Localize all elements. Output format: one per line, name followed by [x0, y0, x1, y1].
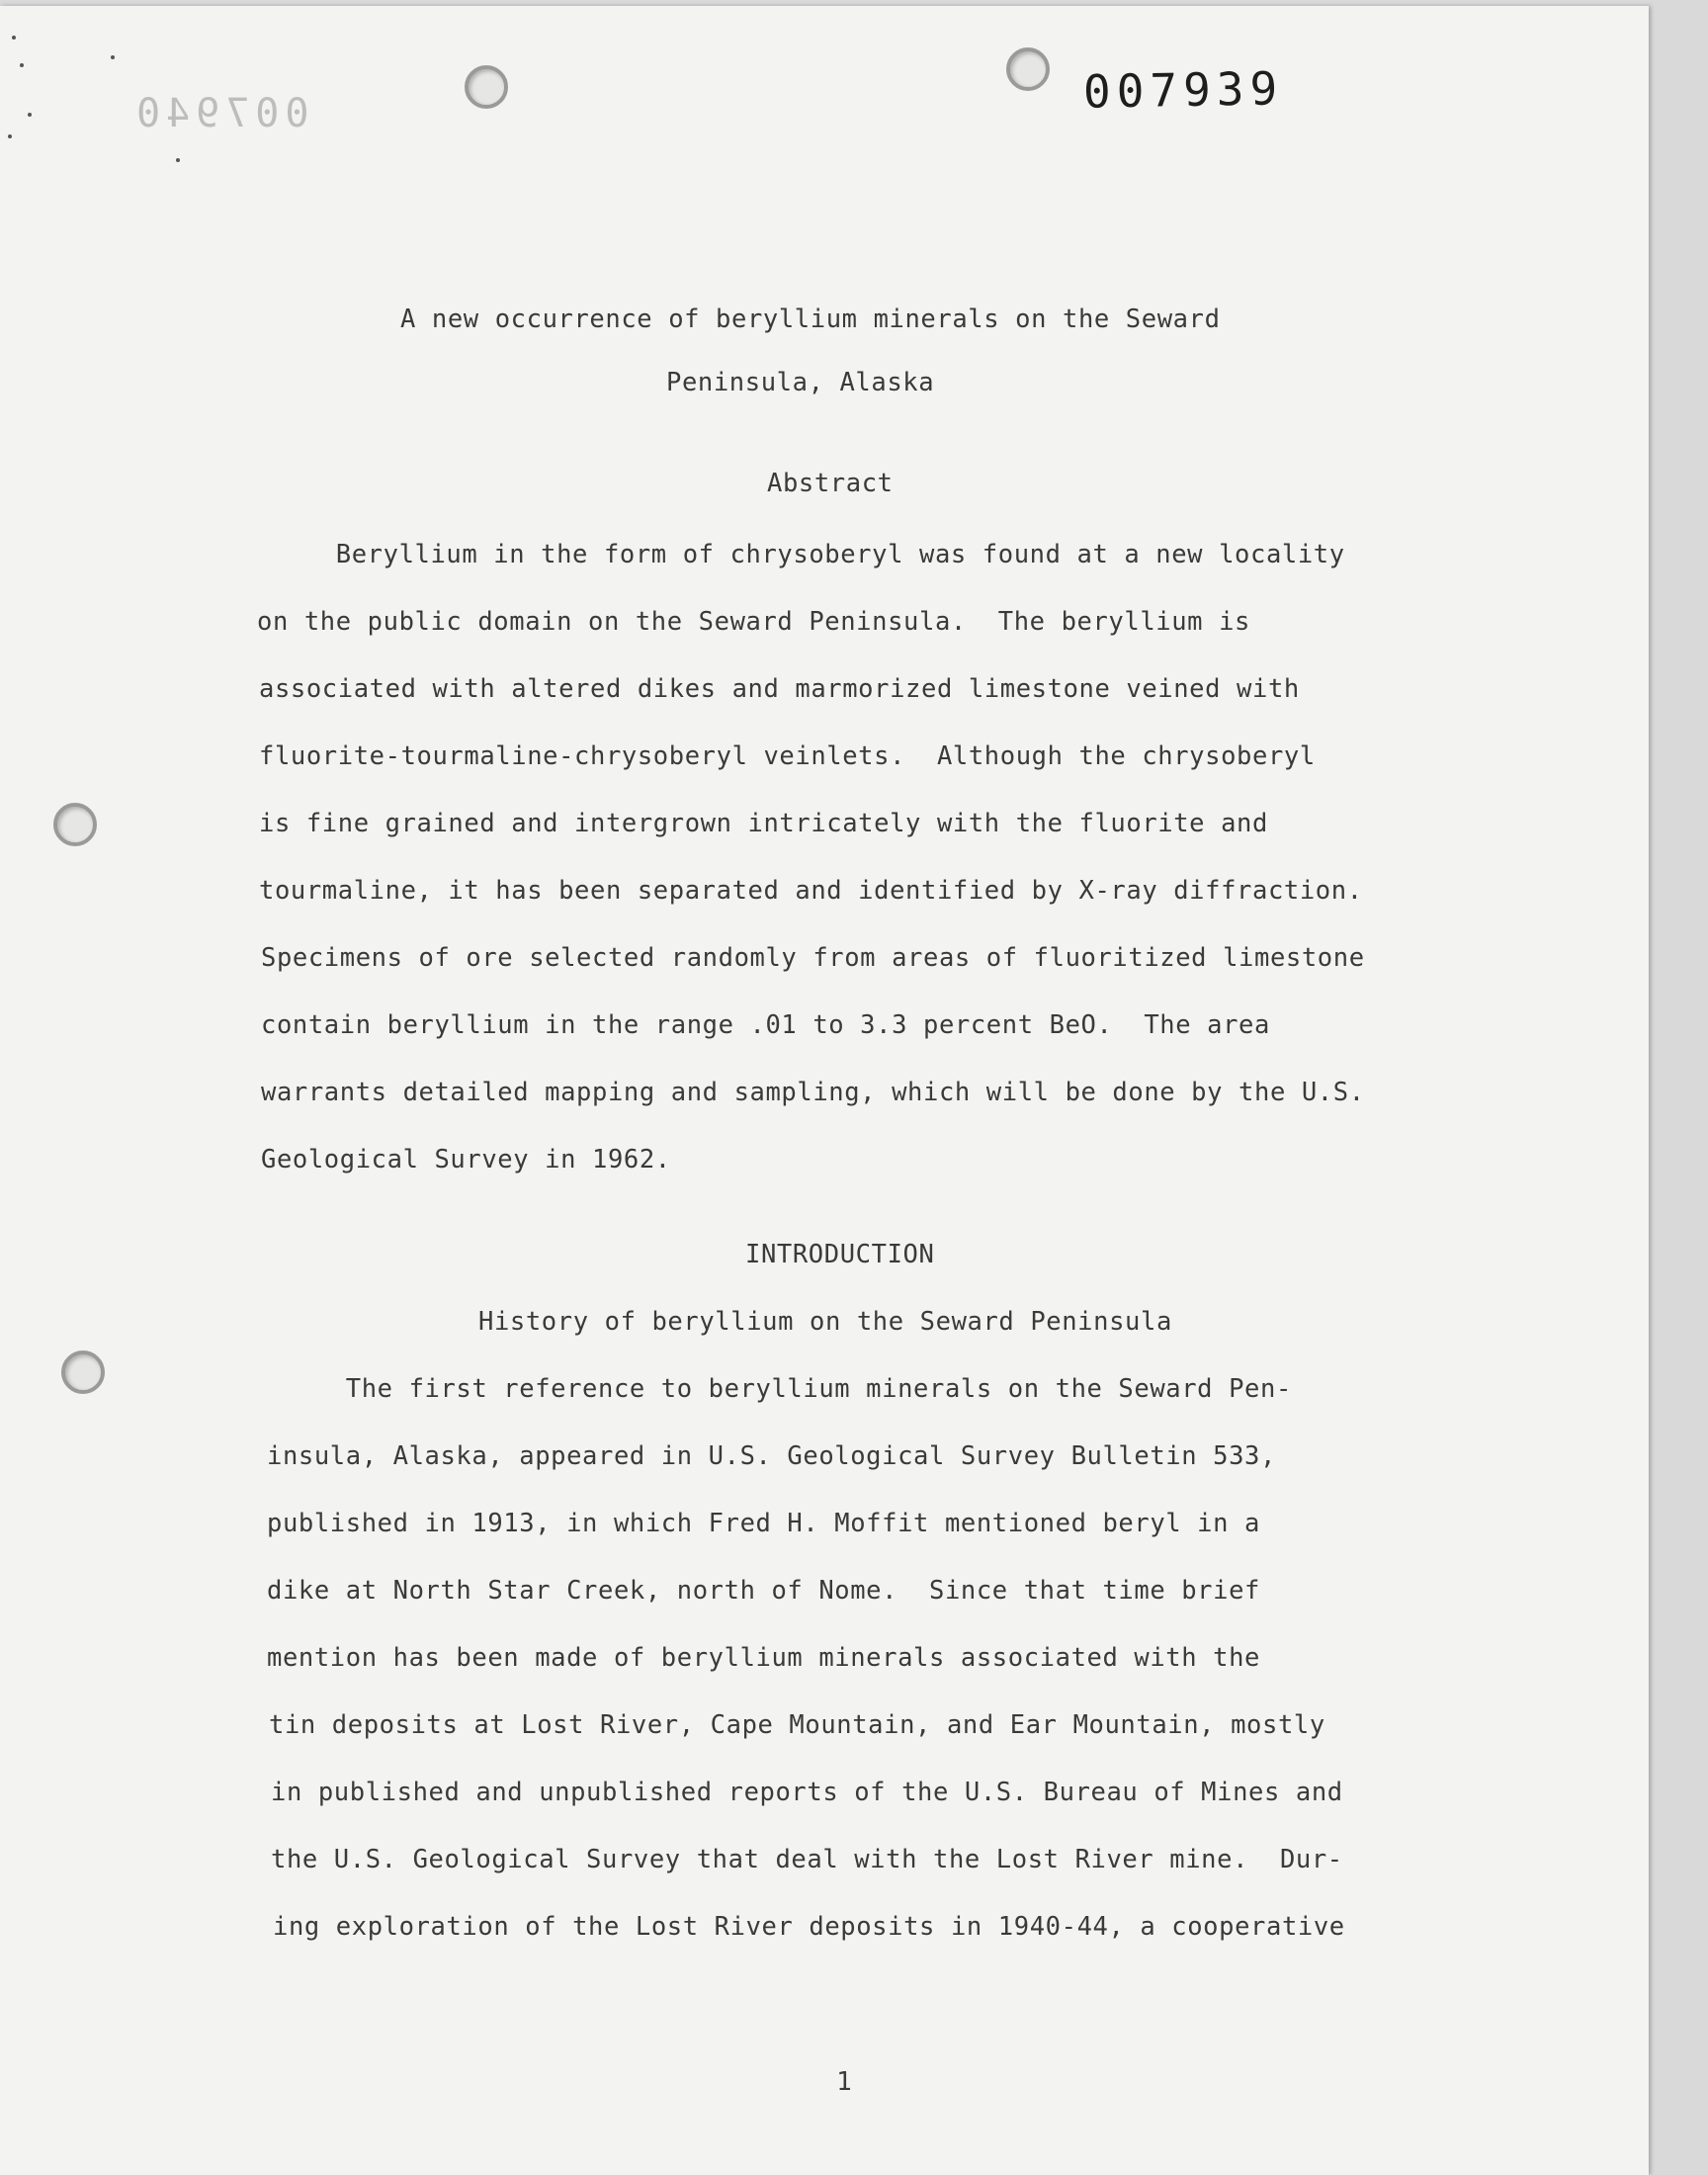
document-number: 007939	[1082, 61, 1284, 119]
ghost-document-number: 007940	[130, 91, 309, 136]
scan-speck	[20, 63, 24, 67]
abstract-line: is fine grained and intergrown intricately with the fluorite and	[259, 809, 1268, 838]
abstract-line: on the public domain on the Seward Peninsula. The beryllium is	[257, 607, 1250, 637]
abstract-line: Geological Survey in 1962.	[261, 1145, 671, 1174]
abstract-line: Specimens of ore selected randomly from areas of fluoritized limestone	[261, 943, 1365, 973]
abstract-line: warrants detailed mapping and sampling, which will be done by the U.S.	[261, 1078, 1365, 1107]
page-number: 1	[836, 2067, 852, 2097]
history-line: The first reference to beryllium minerals on the Seward Pen-	[267, 1374, 1292, 1404]
abstract-line: associated with altered dikes and marmorized limestone veined with	[259, 674, 1300, 704]
scan-speck	[12, 36, 16, 40]
punch-hole-top-left	[465, 65, 508, 109]
history-line: ing exploration of the Lost River deposits in 1940-44, a cooperative	[273, 1912, 1345, 1942]
abstract-heading: Abstract	[767, 469, 894, 498]
scan-speck	[176, 158, 180, 162]
section-heading: INTRODUCTION	[745, 1240, 935, 1269]
punch-hole-top-right	[1006, 47, 1050, 91]
history-line: in published and unpublished reports of the U.S. Bureau of Mines and	[271, 1778, 1343, 1807]
abstract-line: fluorite-tourmaline-chrysoberyl veinlets. Although the chrysoberyl	[259, 741, 1316, 771]
subsection-heading: History of beryllium on the Seward Peninsula	[478, 1307, 1172, 1337]
history-line: mention has been made of beryllium minerals associated with the	[267, 1643, 1260, 1673]
punch-hole-margin-upper	[53, 803, 97, 846]
scan-speck	[28, 113, 32, 117]
history-line: tin deposits at Lost River, Cape Mountain, and Ear Mountain, mostly	[269, 1710, 1325, 1740]
title-line-2: Peninsula, Alaska	[666, 368, 935, 397]
scan-speck	[8, 134, 12, 138]
abstract-line: contain beryllium in the range .01 to 3.3 percent BeO. The area	[261, 1010, 1270, 1040]
history-line: published in 1913, in which Fred H. Moffit mentioned beryl in a	[267, 1509, 1260, 1538]
abstract-line: tourmaline, it has been separated and identified by X-ray diffraction.	[259, 876, 1363, 906]
scan-speck	[111, 55, 115, 59]
history-line: the U.S. Geological Survey that deal with the Lost River mine. Dur-	[271, 1845, 1343, 1874]
abstract-line: Beryllium in the form of chrysoberyl was found at a new locality	[257, 540, 1345, 569]
history-line: dike at North Star Creek, north of Nome. Since that time brief	[267, 1576, 1260, 1606]
document-page	[0, 6, 1649, 2175]
history-line: insula, Alaska, appeared in U.S. Geological Survey Bulletin 533,	[267, 1441, 1276, 1471]
punch-hole-margin-lower	[61, 1350, 105, 1394]
title-line-1: A new occurrence of beryllium minerals on the Seward	[400, 304, 1221, 334]
